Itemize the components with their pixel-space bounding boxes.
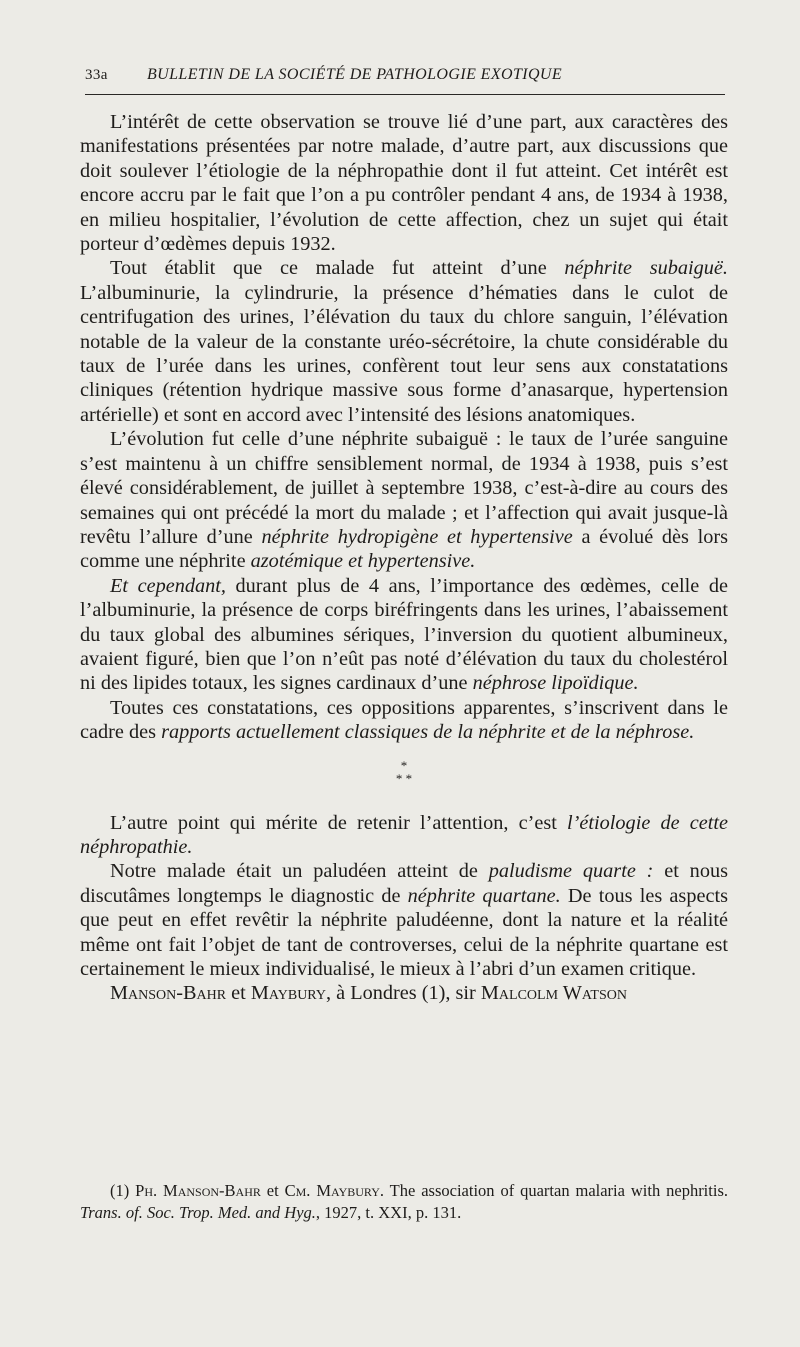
text-run: L’autre point qui mérite de retenir l’attention, c’est xyxy=(110,811,567,834)
text-run: et xyxy=(226,982,251,1005)
author-name: Maybury xyxy=(250,982,326,1005)
text-run: , 1927, t. XXI, p. 131. xyxy=(315,1203,462,1222)
text-run: . The association of quartan malaria with nephritis. xyxy=(379,1181,728,1200)
paragraph-3 xyxy=(80,427,728,573)
author-name: Malcolm Watson xyxy=(480,982,627,1005)
body-text xyxy=(80,110,728,1006)
footnote-marker: (1) xyxy=(110,1181,136,1200)
text-run: Tout établit que ce malade fut atteint d’une xyxy=(110,257,565,280)
italic-run: néphrite hydropigène et hypertensive xyxy=(261,525,573,548)
italic-run: l’étiologie de cette néphropathie. xyxy=(80,811,728,858)
section-separator xyxy=(80,759,728,785)
text-run: , à Londres (1), sir xyxy=(325,982,481,1005)
italic-run: néphrite subaiguë. xyxy=(564,257,728,280)
author-name: Ph. Manson-Bahr xyxy=(135,1181,261,1200)
italic-run: paludisme quarte : xyxy=(488,860,654,883)
paragraph-4 xyxy=(80,574,728,696)
paragraph-1: L’intérêt de cette observation se trouve lié d’une part, aux caractères des manifestations présentées par notre malade, d’autre part, aux discussions que doit soulever l’étiologie de la néphropathie dont il fut atteint. Cet intérêt est encore accru par le fait que l’on a pu contrôler pendant 4 ans, de 1934 à 1938, en milieu hospitalier, l’évolution de cette affection, chez un sujet qui était porteur d’œdèmes depuis 1932. xyxy=(80,111,728,256)
paragraph-7 xyxy=(80,859,728,981)
italic-run: néphrose lipoïdique. xyxy=(472,672,639,695)
page-header xyxy=(85,64,725,95)
page-number: 33a xyxy=(85,67,108,83)
text-run: et nous discutâmes longtemps le diagnostic de xyxy=(80,860,728,907)
asterisk-top: * xyxy=(400,757,408,773)
italic-run: néphrite quartane. xyxy=(407,884,561,907)
journal-title: Trans. of. Soc. Trop. Med. and Hyg. xyxy=(80,1203,316,1222)
footnote xyxy=(80,1180,728,1224)
italic-run: azotémique et hypertensive. xyxy=(250,550,476,573)
paragraph-5 xyxy=(80,696,728,745)
text-run: et xyxy=(260,1181,285,1200)
text-run: durant plus de 4 ans, l’importance des œdèmes, celle de l’albuminurie, la présence de corps biréfringents dans les urines, l’abaissement du taux global des albumines sériques, l’inversion du quotient albumineux, avaient figuré, bien que l’on n’eût pas noté d’élévation du taux du cholestérol ni des lipides totaux, les signes cardinaux d’une xyxy=(80,574,728,695)
paragraph-6 xyxy=(80,811,728,860)
asterisk-bottom: * * xyxy=(395,770,413,786)
italic-run: rapports actuellement classiques de la néphrite et de la néphrose. xyxy=(161,721,695,744)
text-run: L’évolution fut celle d’une néphrite subaiguë : le taux de l’urée sanguine s’est maintenu à un chiffre sensiblement normal, de 1934 à 1938, puis s’est élevé considérablement, de juillet à septembre 1938, c’est-à-dire au cours des semaines qui ont précédé la mort du malade ; et l’affection qui avait jusque-là revêtu l’allure d’une xyxy=(80,428,728,548)
author-name: Manson-Bahr xyxy=(110,982,227,1005)
text-run: De tous les aspects que peut en effet revêtir la néphrite paludéenne, dont la nature et la réalité même ont fait l’objet de tant de controverses, celui de la néphrite quartane est certainement le mieux individualisé, le mieux à l’abri d’un examen critique. xyxy=(80,884,728,980)
text-run: Notre malade était un paludéen atteint de xyxy=(110,860,489,883)
text-run: Toutes ces constatations, ces oppositions apparentes, s’inscrivent dans le cadre des xyxy=(80,696,728,744)
running-title: BULLETIN DE LA SOCIÉTÉ DE PATHOLOGIE EXOTIQUE xyxy=(147,66,563,83)
paragraph-2 xyxy=(80,256,728,427)
text-run: L’albuminurie, la cylindrurie, la présence d’hématies dans le culot de centrifugation des urines, l’élévation du taux du chlore sanguin, l’élévation notable de la valeur de la constante uréo-sécrétoire, la chute considérable du taux de l’urée dans les urines, confèrent tout leur sens aux constatations cliniques (rétention hydrique massive sous forme d’anasarque, hypertension artérielle) et sont en accord avec l’intensité des lésions anatomiques. xyxy=(80,281,728,426)
italic-run: Et cependant, xyxy=(110,574,226,597)
author-name: Cm. Maybury xyxy=(284,1181,380,1200)
paragraph-8 xyxy=(80,981,728,1005)
text-run: a évolué dès lors comme une néphrite xyxy=(80,525,729,573)
